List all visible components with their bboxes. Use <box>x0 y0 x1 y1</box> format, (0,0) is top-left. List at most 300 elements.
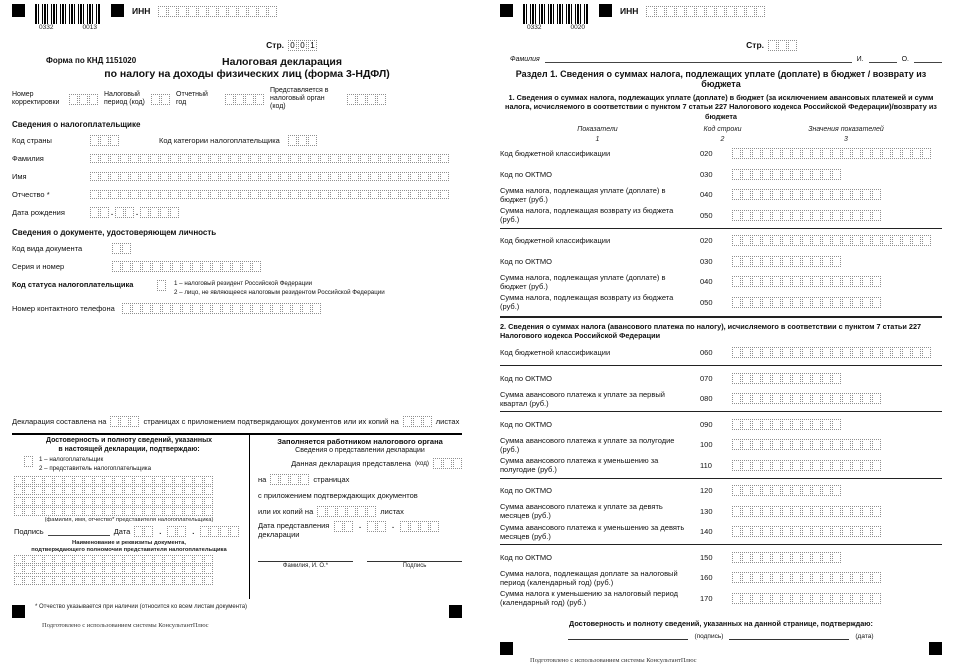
cell <box>164 486 173 495</box>
cell <box>24 555 33 564</box>
cell <box>54 565 63 574</box>
cell <box>706 6 715 17</box>
cell <box>194 507 203 516</box>
cell <box>290 172 299 181</box>
official-fio-caption: Фамилия, И. О.* <box>282 563 329 570</box>
cell <box>194 565 203 574</box>
row-value-field[interactable] <box>732 526 881 537</box>
cell <box>752 256 761 267</box>
cell <box>120 172 129 181</box>
tax-authority-field[interactable] <box>347 94 386 105</box>
row-value-field[interactable] <box>732 276 881 287</box>
cell <box>772 235 781 246</box>
column-values-header: Значения показателей 3 <box>808 126 884 143</box>
authority-doc-row[interactable] <box>14 565 213 574</box>
cell <box>24 486 33 495</box>
cell <box>812 393 821 404</box>
cell <box>164 476 173 485</box>
cell <box>174 565 183 574</box>
cell <box>154 507 163 516</box>
cell <box>230 154 239 163</box>
cell <box>772 393 781 404</box>
phone-field[interactable] <box>122 303 321 314</box>
official-heading: Заполняется работником налогового органа <box>277 436 443 446</box>
cell <box>852 148 861 159</box>
cell <box>752 506 761 517</box>
cell <box>430 190 439 199</box>
pages-count-field[interactable] <box>110 416 139 427</box>
cell <box>194 555 203 564</box>
patronymic-field[interactable] <box>90 190 449 199</box>
row-value-field[interactable] <box>732 189 881 200</box>
row-value-field[interactable] <box>732 506 881 517</box>
cell <box>114 565 123 574</box>
firstname-field[interactable] <box>90 172 449 181</box>
cell <box>390 154 399 163</box>
on-label: на <box>258 475 267 485</box>
cell <box>792 235 801 246</box>
cell <box>204 555 213 564</box>
cell <box>94 555 103 564</box>
row-label: Код по ОКТМО <box>500 169 553 179</box>
row-value-field[interactable] <box>732 347 931 358</box>
cell <box>204 565 213 574</box>
cell <box>222 261 231 272</box>
section1-rows <box>500 144 942 313</box>
taxpayer-category-field[interactable] <box>288 135 317 146</box>
submitted-code-field[interactable] <box>433 458 462 469</box>
cell <box>270 190 279 199</box>
official-subtitle: Сведения о представлении декларации <box>295 447 425 455</box>
row-value-field[interactable] <box>732 169 841 180</box>
cell <box>151 94 160 105</box>
page-number-field[interactable] <box>768 40 797 51</box>
cell <box>732 276 741 287</box>
cell <box>862 572 871 583</box>
cell <box>282 303 291 314</box>
row-value-field[interactable] <box>732 393 881 404</box>
row-value-field[interactable] <box>732 256 841 267</box>
cell <box>842 276 851 287</box>
cell <box>194 476 203 485</box>
official-sheets-field[interactable] <box>317 506 376 517</box>
barcode <box>521 4 591 31</box>
cell <box>120 416 129 427</box>
cell <box>230 526 239 537</box>
birthdate-label: Дата рождения <box>12 207 65 217</box>
cell <box>232 303 241 314</box>
cell <box>34 507 43 516</box>
form-row <box>500 368 942 389</box>
cell <box>350 172 359 181</box>
cell <box>174 497 183 506</box>
representative-fio-row[interactable] <box>14 497 213 506</box>
cell <box>762 485 771 496</box>
cell <box>792 148 801 159</box>
cell <box>114 555 123 564</box>
cell <box>54 555 63 564</box>
official-pages-field[interactable] <box>270 474 309 485</box>
report-year-field[interactable] <box>225 94 264 105</box>
cell <box>270 474 279 485</box>
cell <box>160 190 169 199</box>
representative-fio-row[interactable] <box>14 486 213 495</box>
cell <box>772 169 781 180</box>
authority-doc-row[interactable] <box>14 555 213 564</box>
submission-date-label: Дата представления декларации <box>258 521 330 540</box>
cell <box>792 439 801 450</box>
cell <box>812 347 821 358</box>
cell <box>124 507 133 516</box>
cell <box>344 521 353 532</box>
cell <box>792 189 801 200</box>
cell <box>420 521 429 532</box>
row-value-field[interactable] <box>732 552 841 563</box>
sign-date-day-field[interactable] <box>134 526 153 537</box>
cell <box>772 506 781 517</box>
correction-number-label: Номер корректировки <box>12 91 60 107</box>
cell <box>154 555 163 564</box>
cell <box>54 486 63 495</box>
submission-date-year-field[interactable] <box>400 521 439 532</box>
cell <box>772 485 781 496</box>
cell <box>34 476 43 485</box>
cell <box>742 169 751 180</box>
cell <box>812 593 821 604</box>
pages-count-suffix: листах <box>435 417 460 427</box>
cell <box>124 576 133 585</box>
series-number-label: Серия и номер <box>12 261 65 271</box>
submission-date-month-field[interactable] <box>367 521 386 532</box>
row-label: Код бюджетной классификации <box>500 236 611 246</box>
cell <box>367 521 376 532</box>
cell <box>300 172 309 181</box>
cell <box>280 154 289 163</box>
birthdate-month-field[interactable] <box>115 207 134 218</box>
cell <box>752 189 761 200</box>
cell <box>872 148 881 159</box>
cell <box>124 476 133 485</box>
cell <box>752 526 761 537</box>
cell <box>842 297 851 308</box>
cell <box>802 552 811 563</box>
tax-period-field[interactable] <box>151 94 170 105</box>
row-line-code: 140 <box>700 527 713 537</box>
form-row <box>500 481 942 502</box>
cell <box>114 476 123 485</box>
row-value-field[interactable] <box>732 439 881 450</box>
inn-field[interactable] <box>158 6 277 17</box>
cell <box>24 565 33 574</box>
cell <box>144 565 153 574</box>
cell <box>134 576 143 585</box>
cell <box>90 172 99 181</box>
sign-date-month-field[interactable] <box>167 526 186 537</box>
cell <box>812 419 821 430</box>
cell <box>762 373 771 384</box>
row-value-field[interactable] <box>732 210 881 221</box>
form-knd-code: Форма по КНД 1151020 <box>46 56 137 65</box>
cell <box>752 297 761 308</box>
row-value-field[interactable] <box>732 485 841 496</box>
cell <box>752 593 761 604</box>
row-line-code: 090 <box>700 419 713 429</box>
cell <box>802 189 811 200</box>
cell <box>200 154 209 163</box>
cell <box>122 261 131 272</box>
cell <box>756 6 765 17</box>
authority-doc-row[interactable] <box>14 576 213 585</box>
row-value-field[interactable] <box>732 373 841 384</box>
cell <box>250 154 259 163</box>
row-line-code: 050 <box>700 297 713 307</box>
cell <box>174 555 183 564</box>
official-signature-line[interactable] <box>367 553 462 562</box>
cell <box>347 94 356 105</box>
surname-line[interactable] <box>545 54 852 63</box>
cell <box>872 526 881 537</box>
row-value-field[interactable] <box>732 572 881 583</box>
cell <box>822 276 831 287</box>
birthdate-year-field[interactable] <box>140 207 179 218</box>
cell <box>357 506 366 517</box>
cell <box>752 235 761 246</box>
cell <box>89 94 98 105</box>
official-fio-line[interactable] <box>258 553 353 562</box>
cell <box>34 497 43 506</box>
cell <box>400 521 409 532</box>
cell <box>74 507 83 516</box>
birthdate-day-field[interactable] <box>90 207 109 218</box>
cell <box>762 393 771 404</box>
row-value-field[interactable] <box>732 297 881 308</box>
cell <box>194 486 203 495</box>
row-value-field[interactable] <box>732 460 881 471</box>
doc-type-code-label: Код вида документа <box>12 243 83 253</box>
cell <box>430 172 439 181</box>
cell <box>400 154 409 163</box>
cell <box>114 576 123 585</box>
cell <box>104 486 113 495</box>
cell <box>440 172 449 181</box>
cell <box>792 169 801 180</box>
cell <box>180 154 189 163</box>
inn-field[interactable] <box>646 6 765 17</box>
initial-o-line[interactable] <box>914 54 942 63</box>
cell <box>144 486 153 495</box>
cell <box>208 6 217 17</box>
representative-fio-row[interactable] <box>14 476 213 485</box>
cell <box>778 40 787 51</box>
cell <box>812 297 821 308</box>
cell <box>822 256 831 267</box>
cell <box>100 135 109 146</box>
row-label: Сумма налога, подлежащая уплате (доплате) в бюджет (руб.) <box>500 272 666 291</box>
cell <box>90 207 99 218</box>
cell <box>210 172 219 181</box>
cell <box>134 565 143 574</box>
cell <box>812 148 821 159</box>
cell <box>852 506 861 517</box>
cell <box>832 439 841 450</box>
row-label: Сумма налога к уменьшению за налоговый период (календарный год) (руб.) <box>500 589 679 608</box>
cell <box>852 593 861 604</box>
series-number-field[interactable] <box>112 261 261 272</box>
cell <box>782 235 791 246</box>
cell <box>872 593 881 604</box>
row-value-field[interactable] <box>732 235 931 246</box>
cell <box>832 169 841 180</box>
signature-line[interactable] <box>568 631 688 640</box>
cell: 0 <box>288 40 297 51</box>
row-value-field[interactable] <box>732 419 841 430</box>
sign-date-year-field[interactable] <box>200 526 239 537</box>
cell <box>390 190 399 199</box>
cell <box>367 94 376 105</box>
cell <box>357 94 366 105</box>
surname-field[interactable] <box>90 154 449 163</box>
cell <box>782 572 791 583</box>
cell <box>360 190 369 199</box>
cell <box>862 235 871 246</box>
cell <box>164 497 173 506</box>
cell <box>792 419 801 430</box>
cell <box>164 507 173 516</box>
date-separator <box>190 527 196 536</box>
column-indicators-header: Показатели 1 <box>577 126 618 143</box>
cell <box>184 565 193 574</box>
cell <box>872 439 881 450</box>
cell <box>192 303 201 314</box>
signature-line[interactable] <box>48 527 110 536</box>
cell <box>802 526 811 537</box>
cell <box>782 419 791 430</box>
declarant-type-field[interactable] <box>24 456 33 467</box>
cell: 1 <box>308 40 317 51</box>
cell <box>433 458 442 469</box>
taxpayer-status-field[interactable] <box>157 280 166 291</box>
initial-i-line[interactable] <box>869 54 897 63</box>
cell <box>14 486 23 495</box>
cell <box>200 526 209 537</box>
cell <box>210 154 219 163</box>
cell <box>832 593 841 604</box>
country-code-field[interactable] <box>90 135 119 146</box>
sheets-count-field[interactable] <box>403 416 432 427</box>
doc-type-code-field[interactable] <box>112 243 131 254</box>
cell <box>242 261 251 272</box>
cell <box>832 526 841 537</box>
row-value-field[interactable] <box>732 593 881 604</box>
status-option-1: 1 – налоговый резидент Российской Федерации <box>174 280 313 288</box>
cell <box>852 526 861 537</box>
correction-number-field[interactable] <box>69 94 98 105</box>
cell <box>832 485 841 496</box>
form-title-line1: Налоговая декларация <box>222 56 342 68</box>
cell <box>220 172 229 181</box>
cell <box>752 572 761 583</box>
cell <box>340 172 349 181</box>
row-value-field[interactable] <box>732 148 931 159</box>
cell <box>742 572 751 583</box>
cell <box>90 154 99 163</box>
cell <box>330 172 339 181</box>
cell <box>872 210 881 221</box>
cell <box>842 393 851 404</box>
row-line-code: 030 <box>700 256 713 266</box>
cell <box>802 235 811 246</box>
cell <box>822 485 831 496</box>
form-row <box>500 455 942 476</box>
surname-label: Фамилия <box>12 153 44 163</box>
cell <box>842 189 851 200</box>
consultantplus-credit: Подготовлено с использованием системы КонсультантПлюс <box>42 621 209 629</box>
cell <box>202 303 211 314</box>
submission-date-day-field[interactable] <box>334 521 353 532</box>
date-line[interactable] <box>729 631 849 640</box>
cell <box>90 135 99 146</box>
cell <box>802 297 811 308</box>
cell <box>212 303 221 314</box>
cell <box>144 476 153 485</box>
cell <box>340 154 349 163</box>
cell <box>872 235 881 246</box>
cell <box>792 297 801 308</box>
cell <box>124 486 133 495</box>
form-row <box>500 568 942 589</box>
cell <box>167 526 176 537</box>
cell <box>240 190 249 199</box>
cell <box>74 576 83 585</box>
cell <box>822 210 831 221</box>
page-number-label: Стр. <box>266 40 284 50</box>
cell <box>172 261 181 272</box>
cell <box>400 190 409 199</box>
cell <box>177 526 186 537</box>
cell <box>732 373 741 384</box>
cell <box>290 474 299 485</box>
cell <box>248 6 257 17</box>
section-taxpayer-heading: Сведения о налогоплательщике <box>12 120 141 130</box>
cell <box>732 526 741 537</box>
cell <box>732 189 741 200</box>
cell <box>802 169 811 180</box>
cell <box>204 486 213 495</box>
cell <box>312 303 321 314</box>
representative-fio-row[interactable] <box>14 507 213 516</box>
cell <box>220 190 229 199</box>
cell <box>24 507 33 516</box>
cell <box>732 393 741 404</box>
cell <box>832 189 841 200</box>
cell <box>347 506 356 517</box>
cell <box>290 190 299 199</box>
cell <box>110 190 119 199</box>
page-number-field <box>288 40 317 51</box>
cell <box>340 190 349 199</box>
cell <box>14 476 23 485</box>
cell <box>170 190 179 199</box>
cell <box>742 439 751 450</box>
date-separator <box>390 521 396 530</box>
row-label: Сумма налога, подлежащая уплате (доплате) в бюджет (руб.) <box>500 185 666 204</box>
cell <box>852 460 861 471</box>
cell <box>245 94 254 105</box>
cell <box>280 190 289 199</box>
cell <box>812 439 821 450</box>
cell <box>832 393 841 404</box>
cell <box>792 485 801 496</box>
